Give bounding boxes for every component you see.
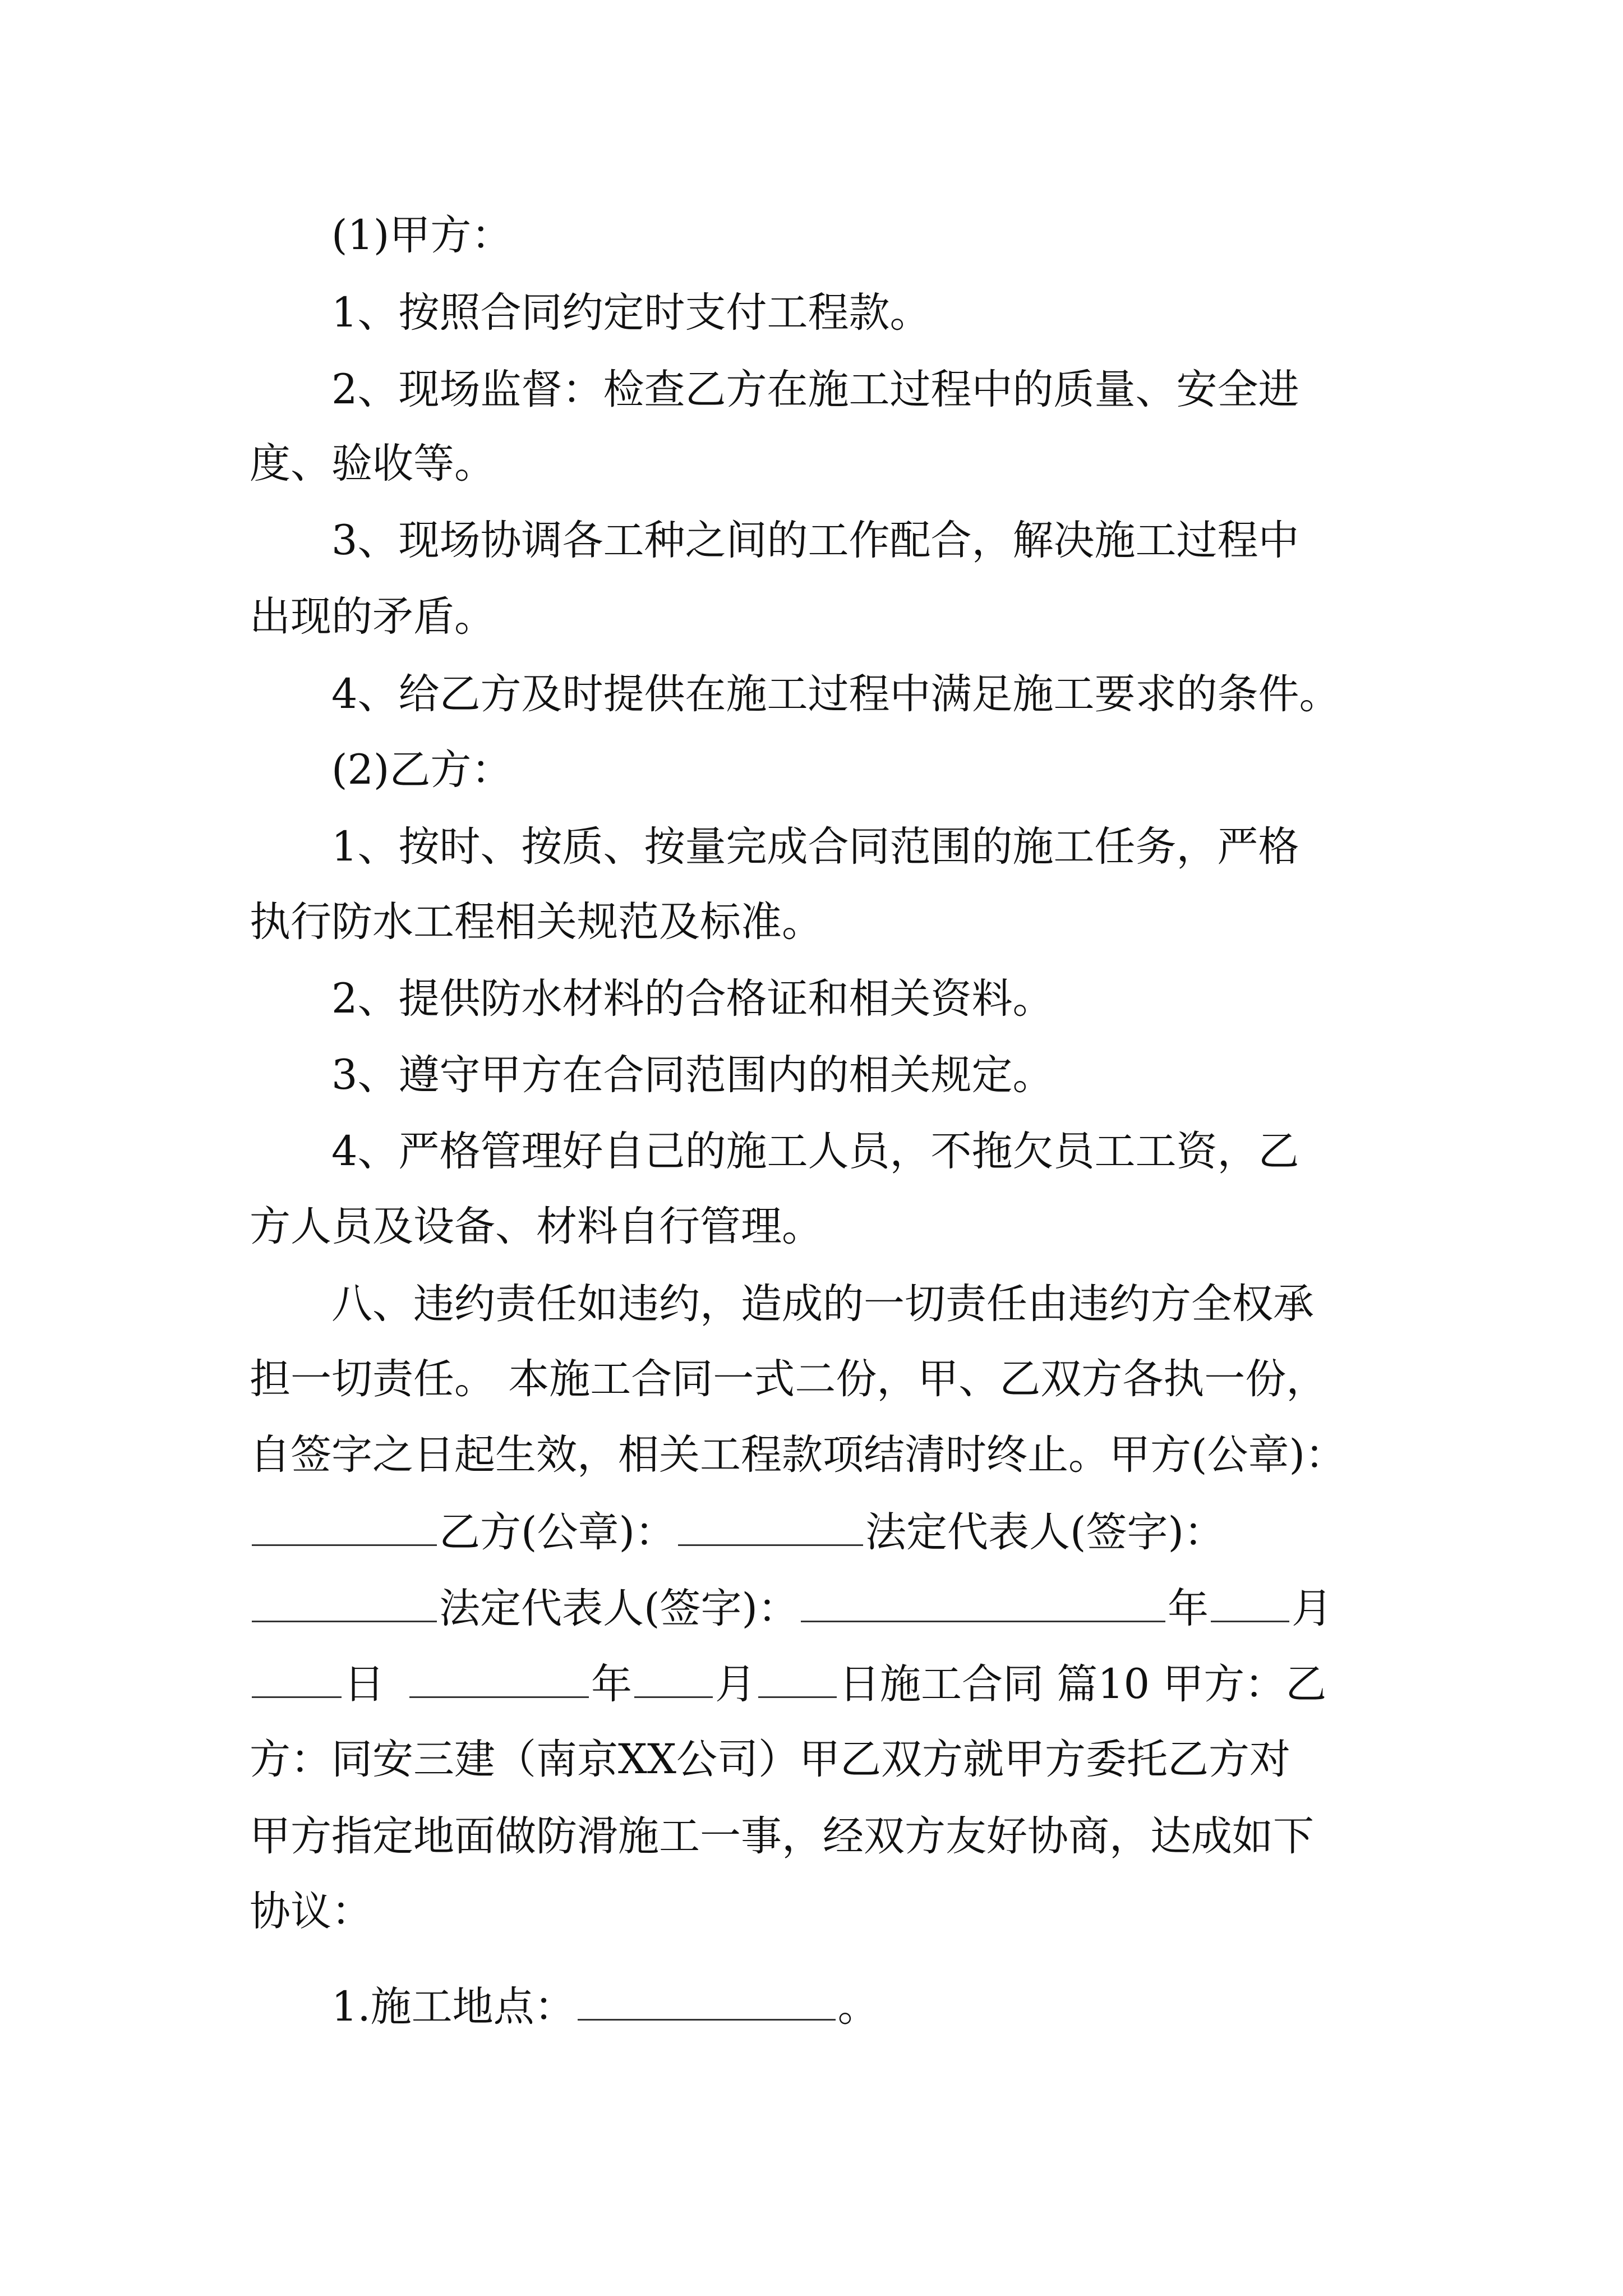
date-blank[interactable] bbox=[634, 1659, 713, 1698]
year-label: 年 bbox=[1167, 1585, 1209, 1632]
signature-line-1 bbox=[250, 1504, 1427, 1561]
text-line: 3、现场协调各工种之间的工作配合，解决施工过程中 bbox=[250, 517, 1299, 564]
site-line bbox=[250, 1979, 1427, 2035]
text-line: 2、提供防水材料的合格证和相关资料。 bbox=[250, 975, 1054, 1023]
signature-blank[interactable] bbox=[252, 1584, 437, 1622]
month-label: 月 bbox=[715, 1660, 756, 1708]
text-line: 1、按照合同约定时支付工程款。 bbox=[250, 289, 931, 337]
text-line: 度、验收等。 bbox=[250, 440, 495, 487]
date-blank[interactable] bbox=[758, 1659, 837, 1698]
text-line: 担一切责任。 本施工合同一式二份，甲、乙双方各执一份， bbox=[250, 1355, 1327, 1403]
text-line: 八、违约责任如违约，造成的一切责任由违约方全权承 bbox=[250, 1280, 1314, 1328]
text-line: 执行防水工程相关规范及标准。 bbox=[250, 898, 823, 946]
text-line: 4、给乙方及时提供在施工过程中满足施工要求的条件。 bbox=[250, 670, 1340, 718]
signature-blank[interactable] bbox=[252, 1507, 437, 1546]
legal-rep-label: 法定代表人(签字)： bbox=[439, 1585, 799, 1632]
text-line: 2、现场监督：检查乙方在施工过程中的质量、安全进 bbox=[250, 366, 1299, 413]
signature-blank[interactable] bbox=[678, 1507, 863, 1546]
party-b-seal-label: 乙方(公章)： bbox=[439, 1508, 676, 1556]
text-line: 协议： bbox=[250, 1888, 372, 1935]
text-line: 自签字之日起生效，相关工程款项结清时终止。甲方(公章)： bbox=[250, 1431, 1346, 1479]
text-line: 3、遵守甲方在合同范围内的相关规定。 bbox=[250, 1051, 1054, 1099]
date-blank[interactable] bbox=[252, 1659, 342, 1698]
text-line: (2)乙方： bbox=[250, 746, 513, 794]
signature-line-2 bbox=[250, 1581, 1427, 1637]
text-line: 方：同安三建（南京XX公司）甲乙双方就甲方委托乙方对 bbox=[250, 1736, 1290, 1783]
site-blank[interactable] bbox=[578, 1982, 836, 2021]
signature-line-3 bbox=[250, 1657, 1427, 1713]
text-line: 4、严格管理好自己的施工人员，不拖欠员工工资，乙 bbox=[250, 1128, 1299, 1175]
section-heading-text: 日施工合同 篇10 甲方：乙 bbox=[839, 1660, 1327, 1708]
month-label: 月 bbox=[1291, 1585, 1332, 1632]
legal-rep-label: 法定代表人(签字)： bbox=[865, 1508, 1225, 1556]
signature-blank[interactable] bbox=[801, 1584, 1165, 1622]
date-blank[interactable] bbox=[409, 1659, 589, 1698]
day-label: 日 bbox=[344, 1660, 385, 1708]
text-line: 出现的矛盾。 bbox=[250, 593, 495, 641]
text-line: 1、按时、按质、按量完成合同范围的施工任务，严格 bbox=[250, 823, 1299, 871]
text-line: (1)甲方： bbox=[250, 211, 513, 259]
site-label: 1.施工地点： bbox=[250, 1983, 575, 2031]
year-label: 年 bbox=[591, 1660, 632, 1708]
site-end: 。 bbox=[837, 1983, 879, 2031]
text-line: 方人员及设备、材料自行管理。 bbox=[250, 1203, 823, 1250]
date-blank[interactable] bbox=[1211, 1584, 1289, 1622]
text-line: 甲方指定地面做防滑施工一事，经双方友好协商，达成如下 bbox=[250, 1812, 1314, 1860]
